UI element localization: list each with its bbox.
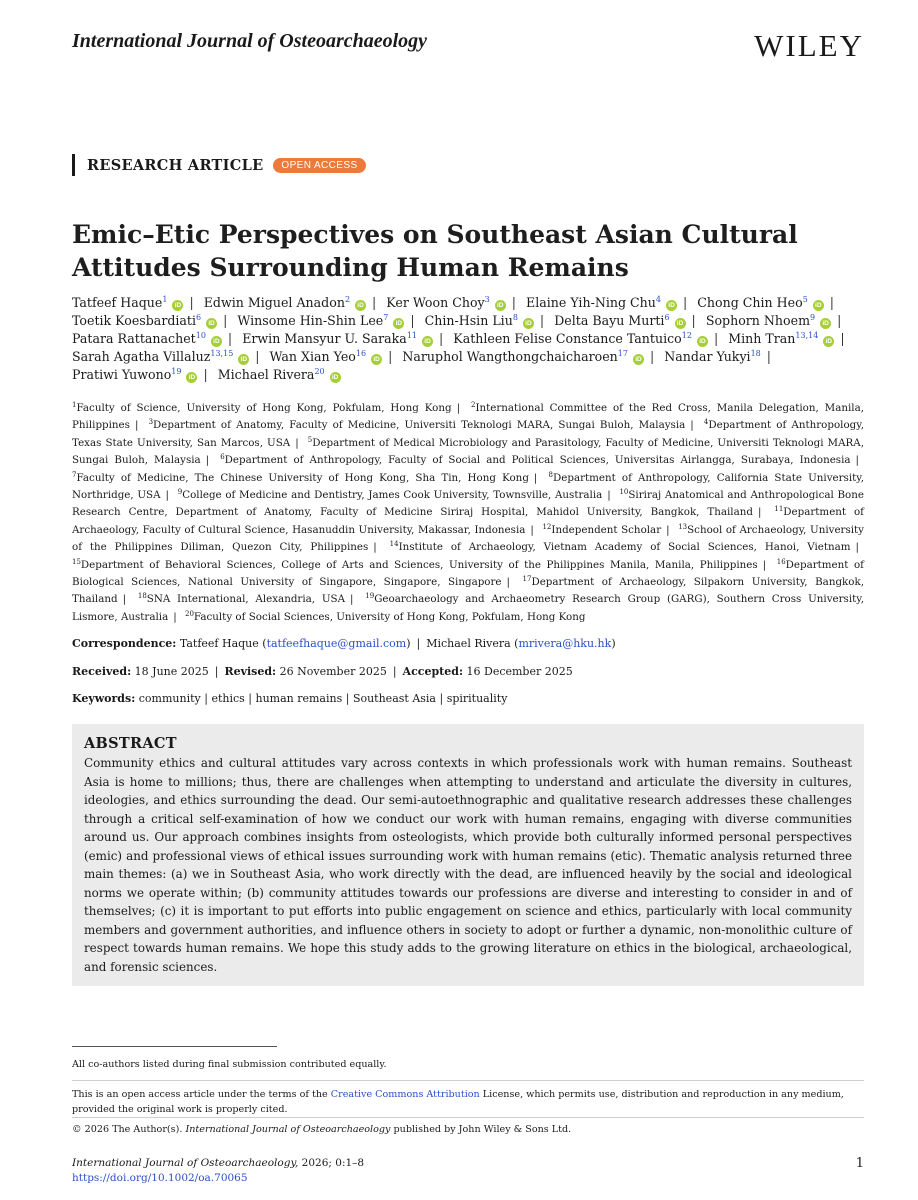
orcid-icon[interactable]: iD [523,318,534,329]
author[interactable]: Ker Woon Choy$^3$ [386,295,490,310]
author[interactable]: Edwin Miguel Anadon$^2$ [203,295,351,310]
affiliation: $^{11}$Department of Archaeology, Faculty of Cultural Science, Hasanuddin University, Makassar, Indonesia [72,505,864,536]
license-note: This is an open access article under the terms of the Creative Commons Attribution License, which permits use, distribution and reproduction in any medium, provided the original work is properly cited. [72,1089,844,1115]
affiliation: $^{12}$Independent Scholar [542,522,662,536]
author[interactable]: Winsome Hin-Shin Lee$^7$ [237,313,389,328]
affiliations: $^1$Faculty of Science, University of Hong Kong, Pokfulam, Hong Kong | $^2$International Committee of the Red Cross, Manila Delegation, Manila, Philippines | $^3$Department of Anatomy, Faculty of Medicine, Universiti Teknologi MARA, Sungai Buloh, Malaysia | $^4$Department of Anthropology, Texas State University, San Marcos, USA | $^5$Department of Medical Microbiology and Parasitology, Faculty of Medicine, Universiti Teknologi MARA, Sungai Buloh, Malaysia | $^6$Department of Anthropology, Faculty of Social and Political Sciences, Universitas Airlangga, Surabaya, Indonesia | $^7$Faculty of Medicine, The Chinese University of Hong Kong, Sha Tin, Hong Kong | $^8$Department of Anthropology, California State University, Northridge, USA | $^9$College of Medicine and Dentistry, James Cook University, Townsville, Australia | $^{10}$Siriraj Anatomical and Anthropological Bone Research Centre, Department of Anatomy, Faculty of Medicine Siriraj Hospital, Mahidol University, Bangkok, Thailand | $^{11}$Department of Archaeology, Faculty of Cultural Science, Hasanuddin University, Makassar, Indonesia | $^{12}$Independent Scholar | $^{13}$School of Archaeology, University of the Philippines Diliman, Quezon City, Philippines | $^{14}$Institute of Archaeology, Vietnam Academy of Social Sciences, Hanoi, Vietnam | $^{15}$Department of Behavioral Sciences, College of Arts and Sciences, University of the Philippines Manila, Manila, Philippines | $^{16}$Department of Biological Sciences, National University of Singapore, Singapore, Singapore | $^{17}$Department of Archaeology, Silpakorn University, Bangkok, Thailand | $^{18}$SNA International, Alexandria, USA | $^{19}$Geoarchaeology and Archaeometry Research Group (GARG), Southern Cross University, Lismore, Australia | $^{20}$Faculty of Social Sciences, University of Hong Kong, Pokfulam, Hong Kong [72,401,864,623]
orcid-icon[interactable]: iD [823,336,834,347]
email-link[interactable]: mrivera@hku.hk [518,637,612,650]
keyword[interactable]: ethics [211,692,245,705]
orcid-icon[interactable]: iD [666,300,677,311]
page-footer [72,1156,864,1186]
affiliation: $^1$Faculty of Science, University of Hong Kong, Pokfulam, Hong Kong [72,401,452,414]
author[interactable]: Kathleen Felise Constance Tantuico$^{12}$ [453,331,692,346]
author[interactable]: Chong Chin Heo$^5$ [697,295,808,310]
abstract-box [72,724,864,986]
orcid-icon[interactable]: iD [355,300,366,311]
orcid-icon[interactable]: iD [238,354,249,365]
orcid-icon[interactable]: iD [697,336,708,347]
correspondent-name: Tatfeef Haque [179,637,259,650]
author[interactable]: Nandar Yukyi$^{18}$ [664,349,761,364]
keyword[interactable]: spirituality [446,692,508,705]
orcid-icon[interactable]: iD [820,318,831,329]
author-line: Pratiwi Yuwono$^{19}$iD | Michael Rivera$^{20}$iD [72,366,872,384]
correspondent-name: Michael Rivera [426,637,511,650]
accepted-date: 16 December 2025 [466,665,573,678]
affiliation: $^{20}$Faculty of Social Sciences, University of Hong Kong, Pokfulam, Hong Kong [184,609,586,623]
affiliation: $^{10}$Siriraj Anatomical and Anthropological Bone Research Centre, Department of Anatomy, Faculty of Medicine Siriraj Hospital, Mahidol University, Bangkok, Thailand [72,488,864,519]
orcid-icon[interactable]: iD [675,318,686,329]
received-date: 18 June 2025 [134,665,209,678]
author[interactable]: Pratiwi Yuwono$^{19}$ [72,367,182,382]
affiliation: $^3$Department of Anatomy, Faculty of Medicine, Universiti Teknologi MARA, Sungai Buloh, Malaysia [148,418,686,432]
author[interactable]: Elaine Yih-Ning Chu$^4$ [526,295,662,310]
orcid-icon[interactable]: iD [206,318,217,329]
coauthor-note: All co-authors listed during final submission contributed equally. [72,1059,387,1070]
author[interactable]: Minh Tran$^{13,14}$ [728,331,819,346]
author[interactable]: Patara Rattanachet$^{10}$ [72,331,206,346]
keyword[interactable]: Southeast Asia [352,692,436,705]
page-number: 1 [855,1156,864,1171]
affiliation: $^{13}$School of Archaeology, University of the Philippines Diliman, Quezon City, Philippines [72,522,864,554]
publisher-logo[interactable]: WILEY [754,28,864,63]
title-line-2: Attitudes Surrounding Human Remains [72,253,629,282]
author[interactable]: Sarah Agatha Villaluz$^{13,15}$ [72,349,234,364]
author[interactable]: Delta Bayu Murti$^6$ [554,313,670,328]
running-header [72,30,864,62]
author[interactable]: Naruphol Wangthongchaicharoen$^{17}$ [402,349,628,364]
affiliation: $^{17}$Department of Archaeology, Silpakorn University, Bangkok, Thailand [72,575,864,606]
article-dates: Received: 18 June 2025 | Revised: 26 November 2025 | Accepted: 16 December 2025 [72,665,573,678]
affiliation: $^{16}$Department of Biological Sciences, National University of Singapore, Singapore, Singapore [72,557,864,589]
keywords: Keywords: community | ethics | human remains | Southeast Asia | spirituality [72,692,508,705]
license-link[interactable]: Creative Commons Attribution [330,1089,480,1100]
abstract-heading: ABSTRACT [84,735,177,752]
orcid-icon[interactable]: iD [172,300,183,311]
author[interactable]: Toetik Koesbardiati$^6$ [72,313,202,328]
affiliation: $^{19}$Geoarchaeology and Archaeometry Research Group (GARG), Southern Cross University, Lismore, Australia [72,592,864,623]
affiliation: $^8$Department of Anthropology, California State University, Northridge, USA [72,470,864,502]
affiliation: $^5$Department of Medical Microbiology and Parasitology, Faculty of Medicine, Universiti Teknologi MARA, Sungai Buloh, Malaysia [72,435,864,467]
correspondence: Correspondence: Tatfeef Haque (tatfeefhaque@gmail.com) | Michael Rivera (mrivera@hku.hk) [72,637,616,650]
orcid-icon[interactable]: iD [393,318,404,329]
author[interactable]: Chin-Hsin Liu$^8$ [424,313,518,328]
affiliation: $^7$Faculty of Medicine, The Chinese University of Hong Kong, Sha Tin, Hong Kong [72,470,529,484]
article-type-row [72,154,366,176]
affiliation: $^2$International Committee of the Red Cross, Manila Delegation, Manila, Philippines [72,401,864,432]
title-line-1: Emic–Etic Perspectives on Southeast Asian Cultural [72,220,798,249]
author-line: Toetik Koesbardiati$^6$iD | Winsome Hin-Shin Lee$^7$iD | Chin-Hsin Liu$^8$iD | Delta Bayu Murti$^6$iD | Sophorn Nhoem$^9$iD | [72,313,842,328]
affiliation: $^4$Department of Anthropology, Texas State University, San Marcos, USA [72,418,864,449]
footnote-divider [72,1080,864,1081]
affiliation: $^9$College of Medicine and Dentistry, James Cook University, Townsville, Australia [177,488,603,502]
orcid-icon[interactable]: iD [813,300,824,311]
copyright-note: © 2026 The Author(s). International Journal of Osteoarchaeology published by John Wiley & Sons Ltd. [72,1124,572,1135]
orcid-icon[interactable]: iD [633,354,644,365]
doi-link[interactable]: https://doi.org/10.1002/oa.70065 [72,1172,248,1184]
affiliation: $^{18}$SNA International, Alexandria, USA [137,592,345,606]
author[interactable]: Tatfeef Haque$^1$ [72,295,168,310]
affiliation: $^6$Department of Anthropology, Faculty of Social and Political Sciences, Universitas Airlangga, Surabaya, Indonesia [220,453,851,467]
affiliation: $^{14}$Institute of Archaeology, Vietnam Academy of Social Sciences, Hanoi, Vietnam [389,540,851,554]
citation: International Journal of Osteoarchaeology, 2026; 0:1–8 [72,1157,365,1169]
orcid-icon[interactable]: iD [495,300,506,311]
abstract-body: Community ethics and cultural attitudes vary across contexts in which professionals work with human remains. Southeast Asia is home to millions; thus, there are challenges when attempting to understand and articulate the diversity in cultures, ideologies, and ethics surrounding the dead. Our semi-autoethnographic and qualitative research addresses these challenges through a critical self-examination of how we conduct our work with human remains, engaging with diverse communities around us. Our approach combines insights from osteologists, which provide both culturally informed personal perspectives (emic) and professional views of ethical issues surrounding work with human remains (etic). Thematic analysis returned three main themes: (a) we in Southeast Asia, who work directly with the dead, are influenced heavily by the social and ideological norms we operate within; (b) community attitudes towards our professions are diverse and interesting to consider in and of themselves; (c) it is important to put efforts into public engagement on science and ethics, particularly with local community members and government authorities, and influence others in society to adopt or further a dynamic, non-monolithic culture of respect towards human remains. We hope this study adds to the growing literature on ethics in the biological, archaeological, and forensic sciences. [84,756,852,974]
email-link[interactable]: tatfeefhaque@gmail.com [266,637,407,650]
orcid-icon[interactable]: iD [186,372,197,383]
orcid-icon[interactable]: iD [330,372,341,383]
keyword[interactable]: human remains [255,692,343,705]
orcid-icon[interactable]: iD [422,336,433,347]
orcid-icon[interactable]: iD [211,336,222,347]
footnote-rule [72,1046,277,1047]
author[interactable]: Michael Rivera$^{20}$ [217,367,325,382]
article-title [72,218,864,284]
type-marker-bar [72,154,75,176]
affiliation: $^{15}$Department of Behavioral Sciences, College of Arts and Sciences, University of the Philippines Manila, Manila, Philippines [72,557,758,571]
author-line: Sarah Agatha Villaluz$^{13,15}$iD | Wan Xian Yeo$^{16}$iD | Naruphol Wangthongchaicharoen$^{17}$iD | Nandar Yukyi$^{18}$ | [72,349,772,364]
author[interactable]: Wan Xian Yeo$^{16}$ [269,349,367,364]
journal-title[interactable]: International Journal of Osteoarchaeology [72,30,428,52]
author-line: Patara Rattanachet$^{10}$iD | Erwin Mansyur U. Saraka$^{11}$iD | Kathleen Felise Constance Tantuico$^{12}$iD | Minh Tran$^{13,14}$iD | [72,331,845,346]
revised-date: 26 November 2025 [279,665,387,678]
footnote-divider [72,1117,864,1118]
orcid-icon[interactable]: iD [371,354,382,365]
author-list [72,294,872,384]
author-line: Tatfeef Haque$^1$iD | Edwin Miguel Anadon$^2$iD | Ker Woon Choy$^3$iD | Elaine Yih-Ning Chu$^4$iD | Chong Chin Heo$^5$iD | [72,295,835,310]
open-access-badge: OPEN ACCESS [273,158,365,173]
author[interactable]: Erwin Mansyur U. Saraka$^{11}$ [242,331,418,346]
article-type: RESEARCH ARTICLE [87,156,264,174]
author[interactable]: Sophorn Nhoem$^9$ [705,313,816,328]
keyword[interactable]: community [138,692,201,705]
